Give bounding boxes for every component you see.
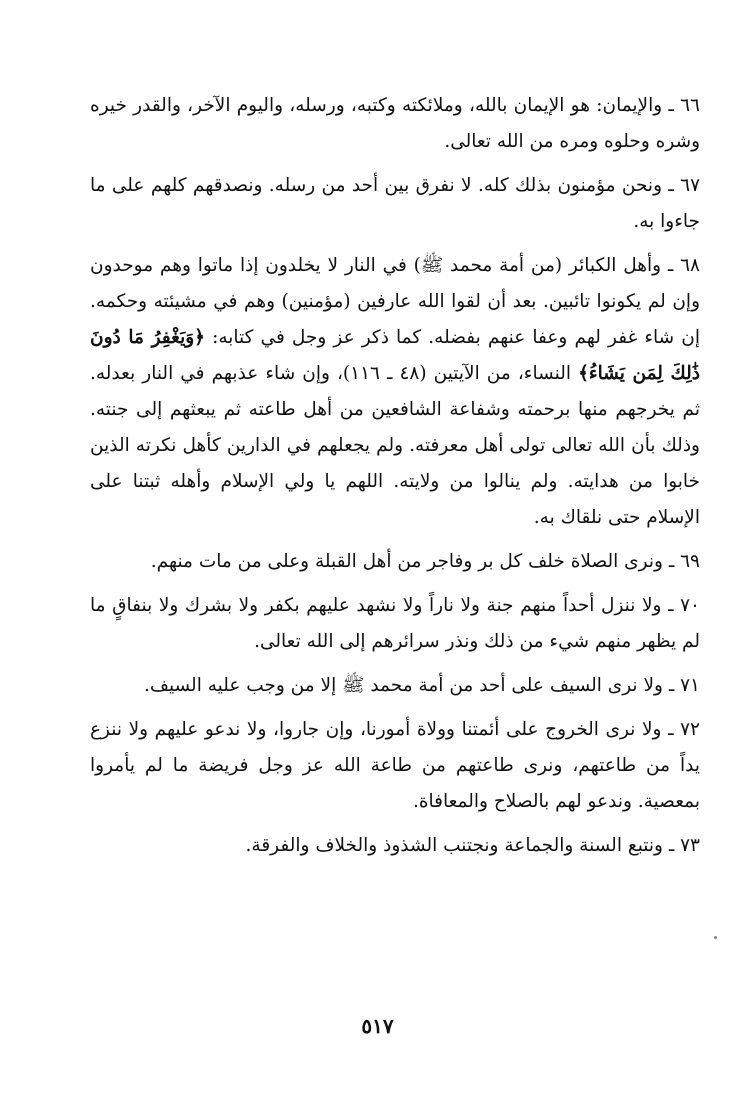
paragraph-number: ٧١ [680,675,700,696]
margin-dot [714,936,717,939]
paragraph-text-continued: النساء، من الآيتين (٤٨ ـ ١١٦)، وإن شاء عذبهم في النار بعدله. ثم يخرجهم منها برحمته وشفاعة الشافعين من أهل طاعته ثم يبعثهم إلى جنته. وذلك بأن الله تعالى تولى أهل معرفته. ولم يجعلهم في الدارين كأهل نكرته الذين خابوا من هدايته. ولم ينالوا من ولايته. اللهم يا ولي الإسلام وأهله ثبتنا على الإسلام حتى نلقاك به. [90,363,700,528]
paragraph-number: ٦٩ [680,551,700,572]
paragraph-69 [90,544,700,580]
paragraph-text: ولا نرى الخروج على أئمتنا وولاة أمورنا، وإن جاروا، ولا ندعو عليهم ولا ننزع يداً من طاعتهم، ونرى طاعتهم من طاعة الله عز وجل فريضة ما لم يأمروا بمعصية. وندعو لهم بالصلاح والمعافاة. [90,719,700,812]
paragraph-text: ولا ننزل أحداً منهم جنة ولا ناراً ولا نشهد عليهم بكفر ولا بشرك ولا بنفاقٍ ما لم يظهر منهم شيء من ذلك ونذر سرائرهم إلى الله تعالى. [90,595,700,652]
paragraph-number: ٦٦ [680,95,700,116]
number-separator: ـ [662,835,681,856]
paragraph-number: ٦٧ [680,175,701,196]
number-separator: ـ [661,595,681,616]
paragraph-text: والإيمان: هو الإيمان بالله، وملائكته وكتبه، ورسله، واليوم الآخر، والقدر خيره وشره وحلوه ومره من الله تعالى. [90,95,700,152]
paragraph-71 [90,668,700,704]
paragraph-number: ٦٨ [680,255,700,276]
page-body [90,88,700,864]
paragraph-text: ونرى الصلاة خلف كل بر وفاجر من أهل القبلة وعلى من مات منهم. [150,551,663,572]
page-number: ٥١٧ [361,1014,394,1038]
quran-quote: ﴿وَيَغْفِرُ مَا دُونَ ذَٰلِكَ لِمَن يَشَاءُ﴾ [90,327,700,384]
paragraph-number: ٧٣ [680,835,700,856]
paragraph-text: ونتبع السنة والجماعة ونجتنب الشذوذ والخلاف والفرقة. [245,835,663,856]
paragraph-72 [90,712,700,820]
number-separator: ـ [662,175,681,196]
number-separator: ـ [662,551,681,572]
paragraph-73 [90,828,700,864]
number-separator: ـ [661,255,681,276]
number-separator: ـ [661,719,681,740]
number-separator: ـ [662,95,681,116]
paragraph-number: ٧٢ [680,719,700,740]
paragraph-text: ولا نرى السيف على أحد من أمة محمد ﷺ إلا من وجب عليه السيف. [143,675,663,696]
paragraph-68 [90,248,700,536]
paragraph-66 [90,88,700,160]
paragraph-67 [90,168,700,240]
paragraph-text: ونحن مؤمنون بذلك كله. لا نفرق بين أحد من رسله. ونصدقهم كلهم على ما جاءوا به. [90,175,700,232]
paragraph-number: ٧٠ [680,595,700,616]
paragraph-text: وأهل الكبائر (من أمة محمد ﷺ) في النار لا يخلدون إذا ماتوا وهم موحدون وإن لم يكونوا تائبين. بعد أن لقوا الله عارفين (مؤمنين) وهم في مشيئته وحكمه. إن شاء غفر لهم وعفا عنهم بفضله. كما ذكر عز وجل في كتابه: [90,255,700,348]
paragraph-70 [90,588,700,660]
number-separator: ـ [662,675,681,696]
